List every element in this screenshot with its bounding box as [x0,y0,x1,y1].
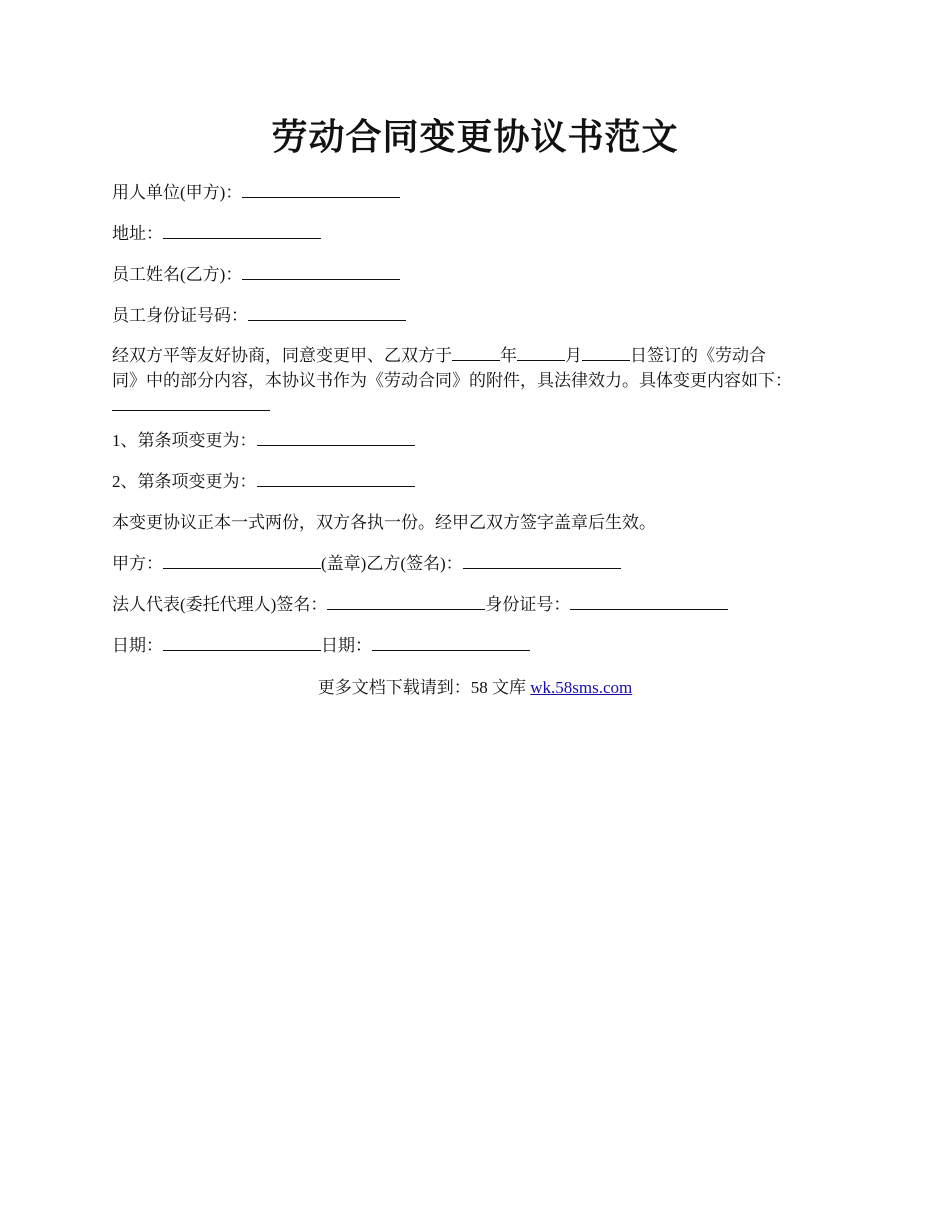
id-number-blank [570,592,728,610]
address-label: 地址： [112,224,163,243]
employee-name-field [112,262,400,288]
year-label: 年 [500,346,517,365]
employee-id-label: 员工身份证号码： [112,306,248,325]
party-a-blank [163,551,321,569]
intro-line-2 [112,368,852,393]
footer-link[interactable]: wk.58sms.com [530,678,633,697]
party-b-blank [463,551,621,569]
employer-field [112,180,400,206]
legal-rep-row [112,592,728,618]
item-1-label: 1、第条项变更为： [112,431,257,450]
item-2-label: 2、第条项变更为： [112,472,257,491]
signature-row [112,551,621,577]
item-1-blank [257,428,415,446]
seal-label: (盖章)乙方(签名)： [321,554,463,573]
date-a-label: 日期： [112,636,163,655]
address-blank [163,221,321,239]
month-blank [517,343,565,361]
month-label: 月 [565,346,582,365]
intro-line-3 [112,393,852,418]
intro-text-2: 日签订的《劳动合 [630,346,766,365]
intro-text-1: 经双方平等友好协商，同意变更甲、乙双方于 [112,346,452,365]
date-b-label: 日期： [321,636,372,655]
address-field [112,221,321,247]
employee-id-field [112,303,406,329]
employer-blank [242,180,400,198]
legal-rep-label: 法人代表(委托代理人)签名： [112,595,328,614]
intro-paragraph [112,343,852,418]
item-2-blank [257,469,415,487]
year-blank [452,343,500,361]
footer-text: 更多文档下载请到：58 文库 [317,678,531,697]
item-1-field [112,428,415,454]
day-blank [582,343,630,361]
copies-statement: 本变更协议正本一式两份，双方各执一份。经甲乙双方签字盖章后生效。 [112,513,656,532]
date-b-blank [372,633,530,651]
page-title: 劳动合同变更协议书范文 [271,117,679,157]
employer-label: 用人单位(甲方)： [112,183,243,202]
item-2-field [112,469,415,495]
employee-id-blank [248,303,406,321]
date-row [112,633,530,659]
employee-name-label: 员工姓名(乙方)： [112,265,243,284]
id-number-label: 身份证号： [485,595,571,614]
intro-line-1 [112,343,852,368]
party-a-label: 甲方： [112,554,163,573]
footer [0,675,950,701]
legal-rep-blank [327,592,485,610]
change-content-blank [112,393,270,411]
employee-name-blank [242,262,400,280]
intro-text-3: 同》中的部分内容，本协议书作为《劳动合同》的附件，具法律效力。具体变更内容如下： [112,371,792,390]
date-a-blank [163,633,321,651]
